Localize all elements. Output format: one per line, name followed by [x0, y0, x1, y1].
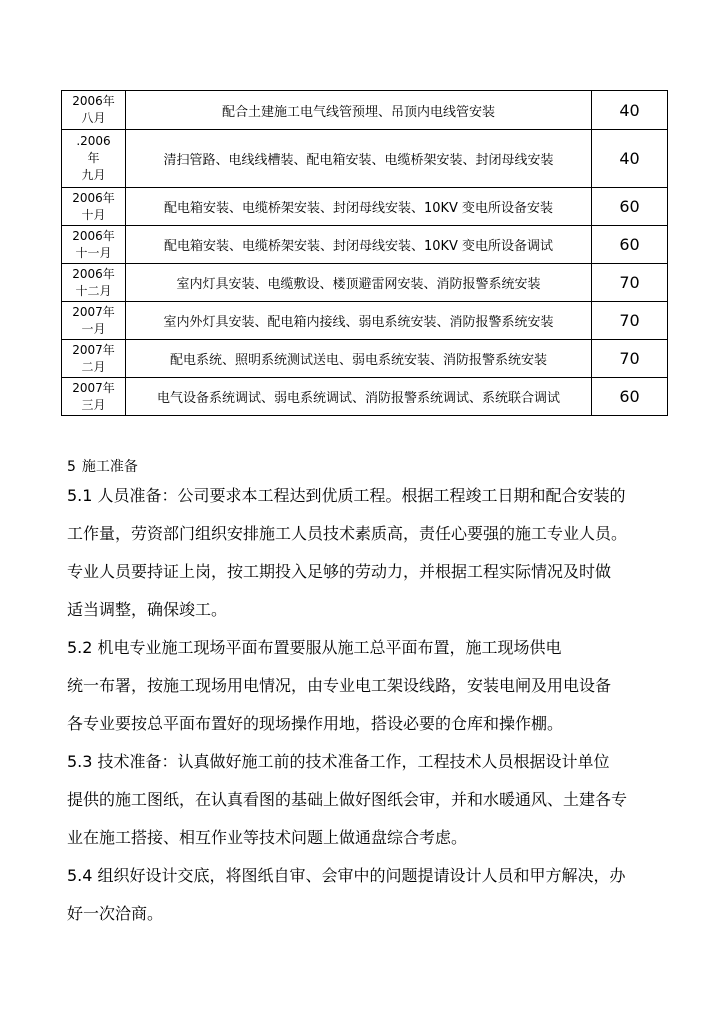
table-row	[62, 130, 668, 188]
text-line: 5.4 组织好设计交底，将图纸自审、会审中的问题提请设计人员和甲方解决，办	[67, 866, 626, 885]
table-row	[62, 91, 668, 130]
task-cell: 电气设备系统调试、弱电系统调试、消防报警系统调试、系统联合调试	[126, 378, 592, 416]
schedule-table	[61, 90, 668, 416]
text-line: 5.1 人员准备：公司要求本工程达到优质工程。根据工程竣工日期和配合安装的	[67, 486, 626, 505]
value-cell: 60	[592, 378, 668, 416]
value-cell: 60	[592, 188, 668, 226]
paragraph-site-layout	[67, 636, 667, 750]
table-row	[62, 226, 668, 264]
value-cell: 40	[592, 91, 668, 130]
text-line: 5.3 技术准备：认真做好施工前的技术准备工作，工程技术人员根据设计单位	[67, 752, 610, 771]
task-cell: 配电箱安装、电缆桥架安装、封闭母线安装、10KV 变电所设备调试	[126, 226, 592, 264]
text-line: 统一布署，按施工现场用电情况，由专业电工架设线路，安装电闸及用电设备	[67, 676, 612, 695]
section-title: 施工准备	[81, 459, 138, 475]
date-cell: 2006年 八月	[62, 91, 126, 130]
paragraph-personnel	[67, 484, 667, 636]
value-cell: 40	[592, 130, 668, 188]
date-cell: 2006年 十一月	[62, 226, 126, 264]
text-line: 各专业要按总平面布置好的现场操作用地，搭设必要的仓库和操作棚。	[67, 714, 564, 733]
date-cell: .2006 年 九月	[62, 130, 126, 188]
section-heading	[67, 458, 138, 476]
task-cell: 室内外灯具安装、配电箱内接线、弱电系统安装、消防报警系统安装	[126, 302, 592, 340]
value-cell: 70	[592, 264, 668, 302]
text-line: 专业人员要持证上岗，按工期投入足够的劳动力，并根据工程实际情况及时做	[67, 562, 612, 581]
section-number: 5	[67, 459, 76, 475]
date-cell: 2006年 十二月	[62, 264, 126, 302]
table-row	[62, 264, 668, 302]
date-cell: 2006年 十月	[62, 188, 126, 226]
task-cell: 清扫管路、电线线槽装、配电箱安装、电缆桥架安装、封闭母线安装	[126, 130, 592, 188]
table-row	[62, 302, 668, 340]
text-line: 适当调整，确保竣工。	[67, 600, 228, 619]
paragraph-design-briefing	[67, 864, 667, 940]
text-line: 工作量，劳资部门组织安排施工人员技术素质高，责任心要强的施工专业人员。	[67, 524, 628, 543]
date-cell: 2007年 一月	[62, 302, 126, 340]
text-line: 5.2 机电专业施工现场平面布置要服从施工总平面布置，施工现场供电	[67, 638, 562, 657]
table-row	[62, 188, 668, 226]
text-line: 业在施工搭接、相互作业等技术问题上做通盘综合考虑。	[67, 828, 468, 847]
table-row	[62, 340, 668, 378]
task-cell: 室内灯具安装、电缆敷设、楼顶避雷网安装、消防报警系统安装	[126, 264, 592, 302]
paragraph-technical	[67, 750, 667, 864]
text-line: 提供的施工图纸，在认真看图的基础上做好图纸会审，并和水暖通风、土建各专	[67, 790, 628, 809]
text-line: 好一次洽商。	[67, 904, 164, 923]
date-cell: 2007年 二月	[62, 340, 126, 378]
task-cell: 配电系统、照明系统测试送电、弱电系统安装、消防报警系统安装	[126, 340, 592, 378]
date-cell: 2007年 三月	[62, 378, 126, 416]
value-cell: 60	[592, 226, 668, 264]
task-cell: 配合土建施工电气线管预埋、吊顶内电线管安装	[126, 91, 592, 130]
value-cell: 70	[592, 302, 668, 340]
task-cell: 配电箱安装、电缆桥架安装、封闭母线安装、10KV 变电所设备安装	[126, 188, 592, 226]
value-cell: 70	[592, 340, 668, 378]
table-row	[62, 378, 668, 416]
